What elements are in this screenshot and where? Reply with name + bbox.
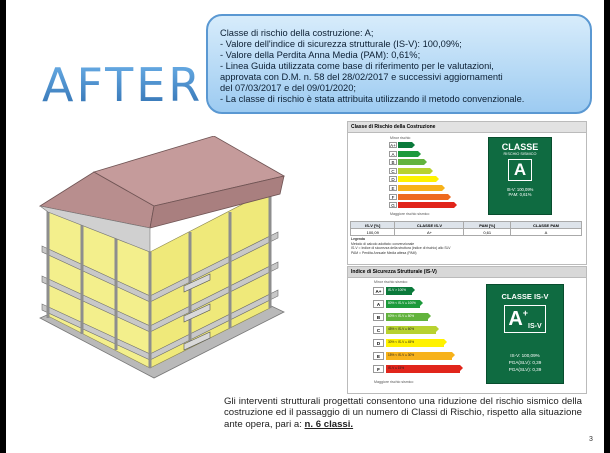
info-line: del 07/03/2017 e del 09/01/2020; bbox=[220, 83, 356, 93]
info-line: Classe di rischio della costruzione: A; bbox=[220, 28, 374, 38]
table-cell: 0,61 bbox=[464, 229, 510, 236]
class-summary-table bbox=[350, 221, 582, 236]
isv-class-fill bbox=[386, 326, 436, 334]
top-note: Minor rischio bbox=[390, 136, 411, 140]
page-number: 3 bbox=[589, 436, 593, 443]
info-callout bbox=[206, 14, 592, 114]
badge-class-letter: A bbox=[508, 308, 523, 330]
isv-class-label: A+ bbox=[373, 287, 384, 295]
table-header: CLASSE PAM bbox=[510, 222, 581, 229]
pam-class-label: G bbox=[389, 202, 397, 208]
table-cell: A bbox=[510, 229, 581, 236]
isv-class-label: B bbox=[373, 313, 384, 321]
legend-line: PAM = Perdita Annuale Media attesa (PAM) bbox=[351, 250, 417, 255]
badge-class-letter: A bbox=[508, 159, 532, 181]
info-line: - Valore della Perdita Anna Media (PAM): 0,61%; bbox=[220, 50, 421, 60]
panel-header: Indice di Sicurezza Strutturale (IS-V) bbox=[348, 267, 586, 278]
pam-class-label: D bbox=[389, 176, 397, 182]
pam-class-fill bbox=[398, 151, 418, 157]
bottom-note: Maggiore rischio sismico bbox=[374, 380, 414, 384]
isv-class-fill bbox=[386, 339, 444, 347]
info-line: - Linea Guida utilizzata come base di riferimento per le valutazioni, bbox=[220, 61, 494, 71]
isv-class-range: IS-V > 100% bbox=[388, 288, 406, 292]
pam-class-fill bbox=[398, 159, 424, 165]
risk-class-badge bbox=[488, 137, 552, 215]
pam-class-fill bbox=[398, 202, 454, 208]
top-note: Minor rischio sismico bbox=[374, 280, 408, 284]
legend bbox=[351, 237, 451, 255]
badge-sub: IS-V bbox=[528, 323, 542, 330]
info-line: - Valore dell'indice di sicurezza strutturale (IS-V): 100,09%; bbox=[220, 39, 462, 49]
pam-class-label: F bbox=[389, 194, 397, 200]
legend-title: Legenda bbox=[351, 237, 365, 241]
isv-class-label: D bbox=[373, 339, 384, 347]
badge-title: CLASSE IS-V bbox=[501, 292, 549, 301]
isv-class-fill bbox=[386, 352, 452, 360]
badge-class-letter-box bbox=[504, 305, 546, 333]
isv-class-range: IS-V ≤ 15% bbox=[388, 366, 405, 370]
pam-class-fill bbox=[398, 168, 430, 174]
bottom-note: Maggiore rischio sismico bbox=[390, 212, 430, 216]
badge-isv: IS-V: 100,09% bbox=[506, 187, 534, 192]
badge-pam: PAM: 0,61% bbox=[508, 192, 532, 197]
legend-line: IS-V = Indice di sicurezza della struttura (indice di rischio) allo SLV bbox=[351, 246, 451, 251]
table-header: CLASSE IS-V bbox=[395, 222, 464, 229]
conclusion-paragraph bbox=[224, 396, 582, 430]
pam-class-label: B bbox=[389, 159, 397, 165]
pam-class-label: A bbox=[389, 151, 397, 157]
isv-class-label: A bbox=[373, 300, 384, 308]
building-3d-model-image bbox=[34, 136, 334, 386]
table-header: IS-V [%] bbox=[351, 222, 395, 229]
badge-pga-1: PGA(SLV): 0,39 bbox=[508, 360, 542, 365]
isv-class-range: 30% < IS-V ≤ 45% bbox=[388, 340, 415, 344]
info-line: approvata con D.M. n. 58 del 28/02/2017 e successivi aggiornamenti bbox=[220, 72, 503, 82]
legend-line: Metodo di calcolo adottato: convenzionale bbox=[351, 241, 415, 246]
pam-class-fill bbox=[398, 142, 412, 148]
badge-title: CLASSE bbox=[501, 142, 539, 152]
pam-class-label: A+ bbox=[390, 143, 396, 148]
table-header: PAM [%] bbox=[464, 222, 510, 229]
conclusion-text: Gli interventi strutturali progettati consentono una riduzione del rischio sismico della costruzione ed il passaggio di un numero di Classi di Rischio, rispetto alla situazione ante opera, pari a: bbox=[224, 396, 582, 430]
info-line: - La classe di rischio è stata attribuita utilizzando il metodo convenzionale. bbox=[220, 94, 525, 104]
isv-class-fill bbox=[386, 313, 428, 321]
isv-class-range: 60% < IS-V ≤ 80% bbox=[388, 314, 415, 318]
pam-class-label: C bbox=[389, 168, 397, 174]
badge-isv: IS-V: 100,09% bbox=[510, 353, 540, 358]
panel-header: Classe di Rischio della Costruzione bbox=[348, 122, 586, 133]
table-cell: A+ bbox=[395, 229, 464, 236]
isv-class-label: C bbox=[373, 326, 384, 334]
isv-class-range: 15% < IS-V ≤ 30% bbox=[388, 353, 415, 357]
isv-class-badge bbox=[486, 284, 564, 384]
isv-class-fill bbox=[386, 287, 412, 295]
badge-plus: + bbox=[522, 308, 529, 318]
badge-subtitle: RISCHIO SISMICO bbox=[503, 152, 537, 156]
table-cell: 100,09 bbox=[351, 229, 395, 236]
isv-class-range: 45% < IS-V ≤ 60% bbox=[388, 327, 415, 331]
conclusion-highlight: n. 6 classi. bbox=[304, 418, 354, 430]
isv-class-fill bbox=[386, 300, 420, 308]
pam-class-fill bbox=[398, 185, 442, 191]
isv-class-label: E bbox=[373, 352, 384, 360]
badge-pga-2: PGA(SLV): 0,39 bbox=[508, 367, 542, 372]
pam-class-fill bbox=[398, 176, 436, 182]
isv-class-fill bbox=[386, 365, 460, 373]
slide-title: AFTER bbox=[42, 58, 204, 112]
isv-class-panel bbox=[347, 266, 587, 394]
pam-class-label: E bbox=[389, 185, 397, 191]
isv-class-range: 80% < IS-V ≤ 100% bbox=[388, 301, 416, 305]
isv-class-label: F bbox=[373, 365, 384, 373]
slide bbox=[6, 0, 604, 453]
pam-class-fill bbox=[398, 194, 448, 200]
